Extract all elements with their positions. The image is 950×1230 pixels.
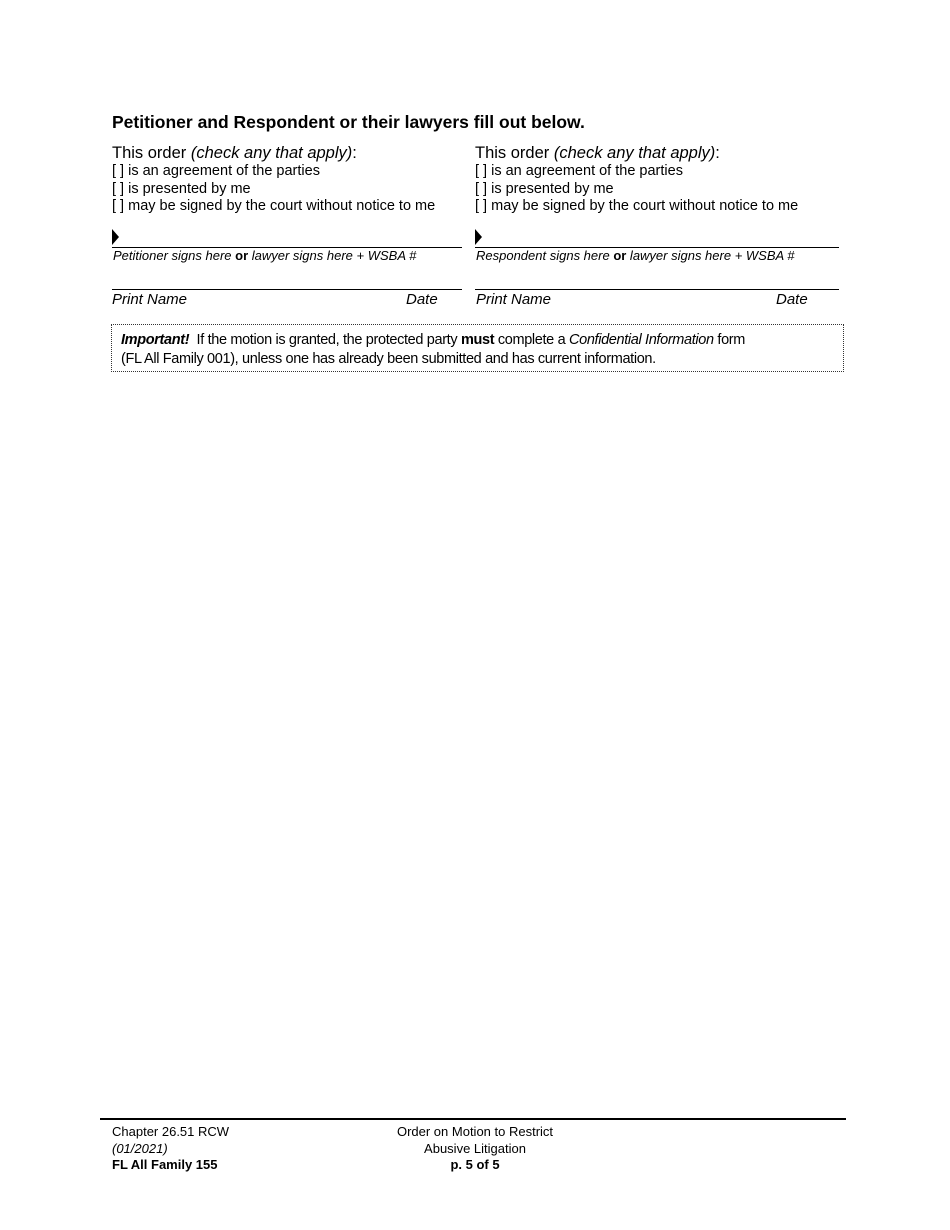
respondent-option-agreement[interactable]: [ ] is an agreement of the parties [475,163,683,179]
petitioner-order-options [112,143,462,216]
respondent-option-without-notice[interactable]: [ ] may be signed by the court without notice to me [475,198,799,214]
respondent-print-name-field[interactable] [475,289,839,290]
caption-or: or [235,248,249,263]
petitioner-signature-caption [113,248,416,263]
signature-arrow-icon [475,229,482,245]
signature-arrow-icon [112,229,119,245]
petitioner-print-name-label: Print Name [112,291,188,308]
petitioner-print-name-field[interactable] [112,289,462,290]
petitioner-signature-field[interactable] [112,228,462,248]
footer-form-id: FL All Family 155 [112,1157,218,1172]
respondent-order-title [475,143,839,163]
respondent-signature-caption [476,248,795,263]
footer-title-line-2: Abusive Litigation [424,1140,526,1156]
order-colon: : [715,144,720,162]
petitioner-date-label: Date [406,291,438,308]
important-label: Important! [121,332,190,348]
respondent-date-label: Date [776,291,808,308]
caption-or: or [613,248,627,263]
order-title-text: This order [112,144,191,162]
respondent-print-name-label: Print Name [476,291,552,308]
section-heading: Petitioner and Respondent or their lawyers fill out below. [112,112,585,132]
petitioner-option-agreement[interactable]: [ ] is an agreement of the parties [112,163,320,179]
petitioner-option-presented[interactable]: [ ] is presented by me [112,180,251,197]
notice-text: If the motion is granted, the protected party [189,332,461,348]
caption-text: Petitioner signs here [113,248,236,263]
notice-text: form [713,332,746,348]
footer-title-line-1: Order on Motion to Restrict [396,1124,554,1139]
important-notice-line-1 [121,331,834,350]
order-hint: (check any that apply) [553,144,716,162]
footer-divider [100,1118,846,1120]
caption-text: lawyer signs here + WSBA # [248,248,417,263]
order-colon: : [352,144,357,162]
respondent-option-presented[interactable]: [ ] is presented by me [475,180,614,197]
notice-form-name: Confidential Information [568,332,714,348]
important-notice-line-2: (FL All Family 001), unless one has already been submitted and has current information. [121,351,656,367]
footer-statute: Chapter 26.51 RCW [112,1124,230,1139]
caption-text: Respondent signs here [476,248,614,263]
order-title-text: This order [475,144,554,162]
notice-must: must [460,332,495,348]
petitioner-option-without-notice[interactable]: [ ] may be signed by the court without notice to me [112,198,436,214]
important-notice-box [111,324,844,372]
footer-title-block [375,1124,575,1174]
footer-form-info [112,1124,229,1174]
petitioner-order-title [112,143,462,163]
caption-text: lawyer signs here + WSBA # [626,248,795,263]
order-hint: (check any that apply) [190,144,353,162]
respondent-order-options [475,143,839,216]
footer-page-number: p. 5 of 5 [450,1157,500,1172]
notice-text: complete a [494,332,569,348]
respondent-signature-field[interactable] [475,228,839,248]
footer-revision: (01/2021) [112,1140,168,1156]
